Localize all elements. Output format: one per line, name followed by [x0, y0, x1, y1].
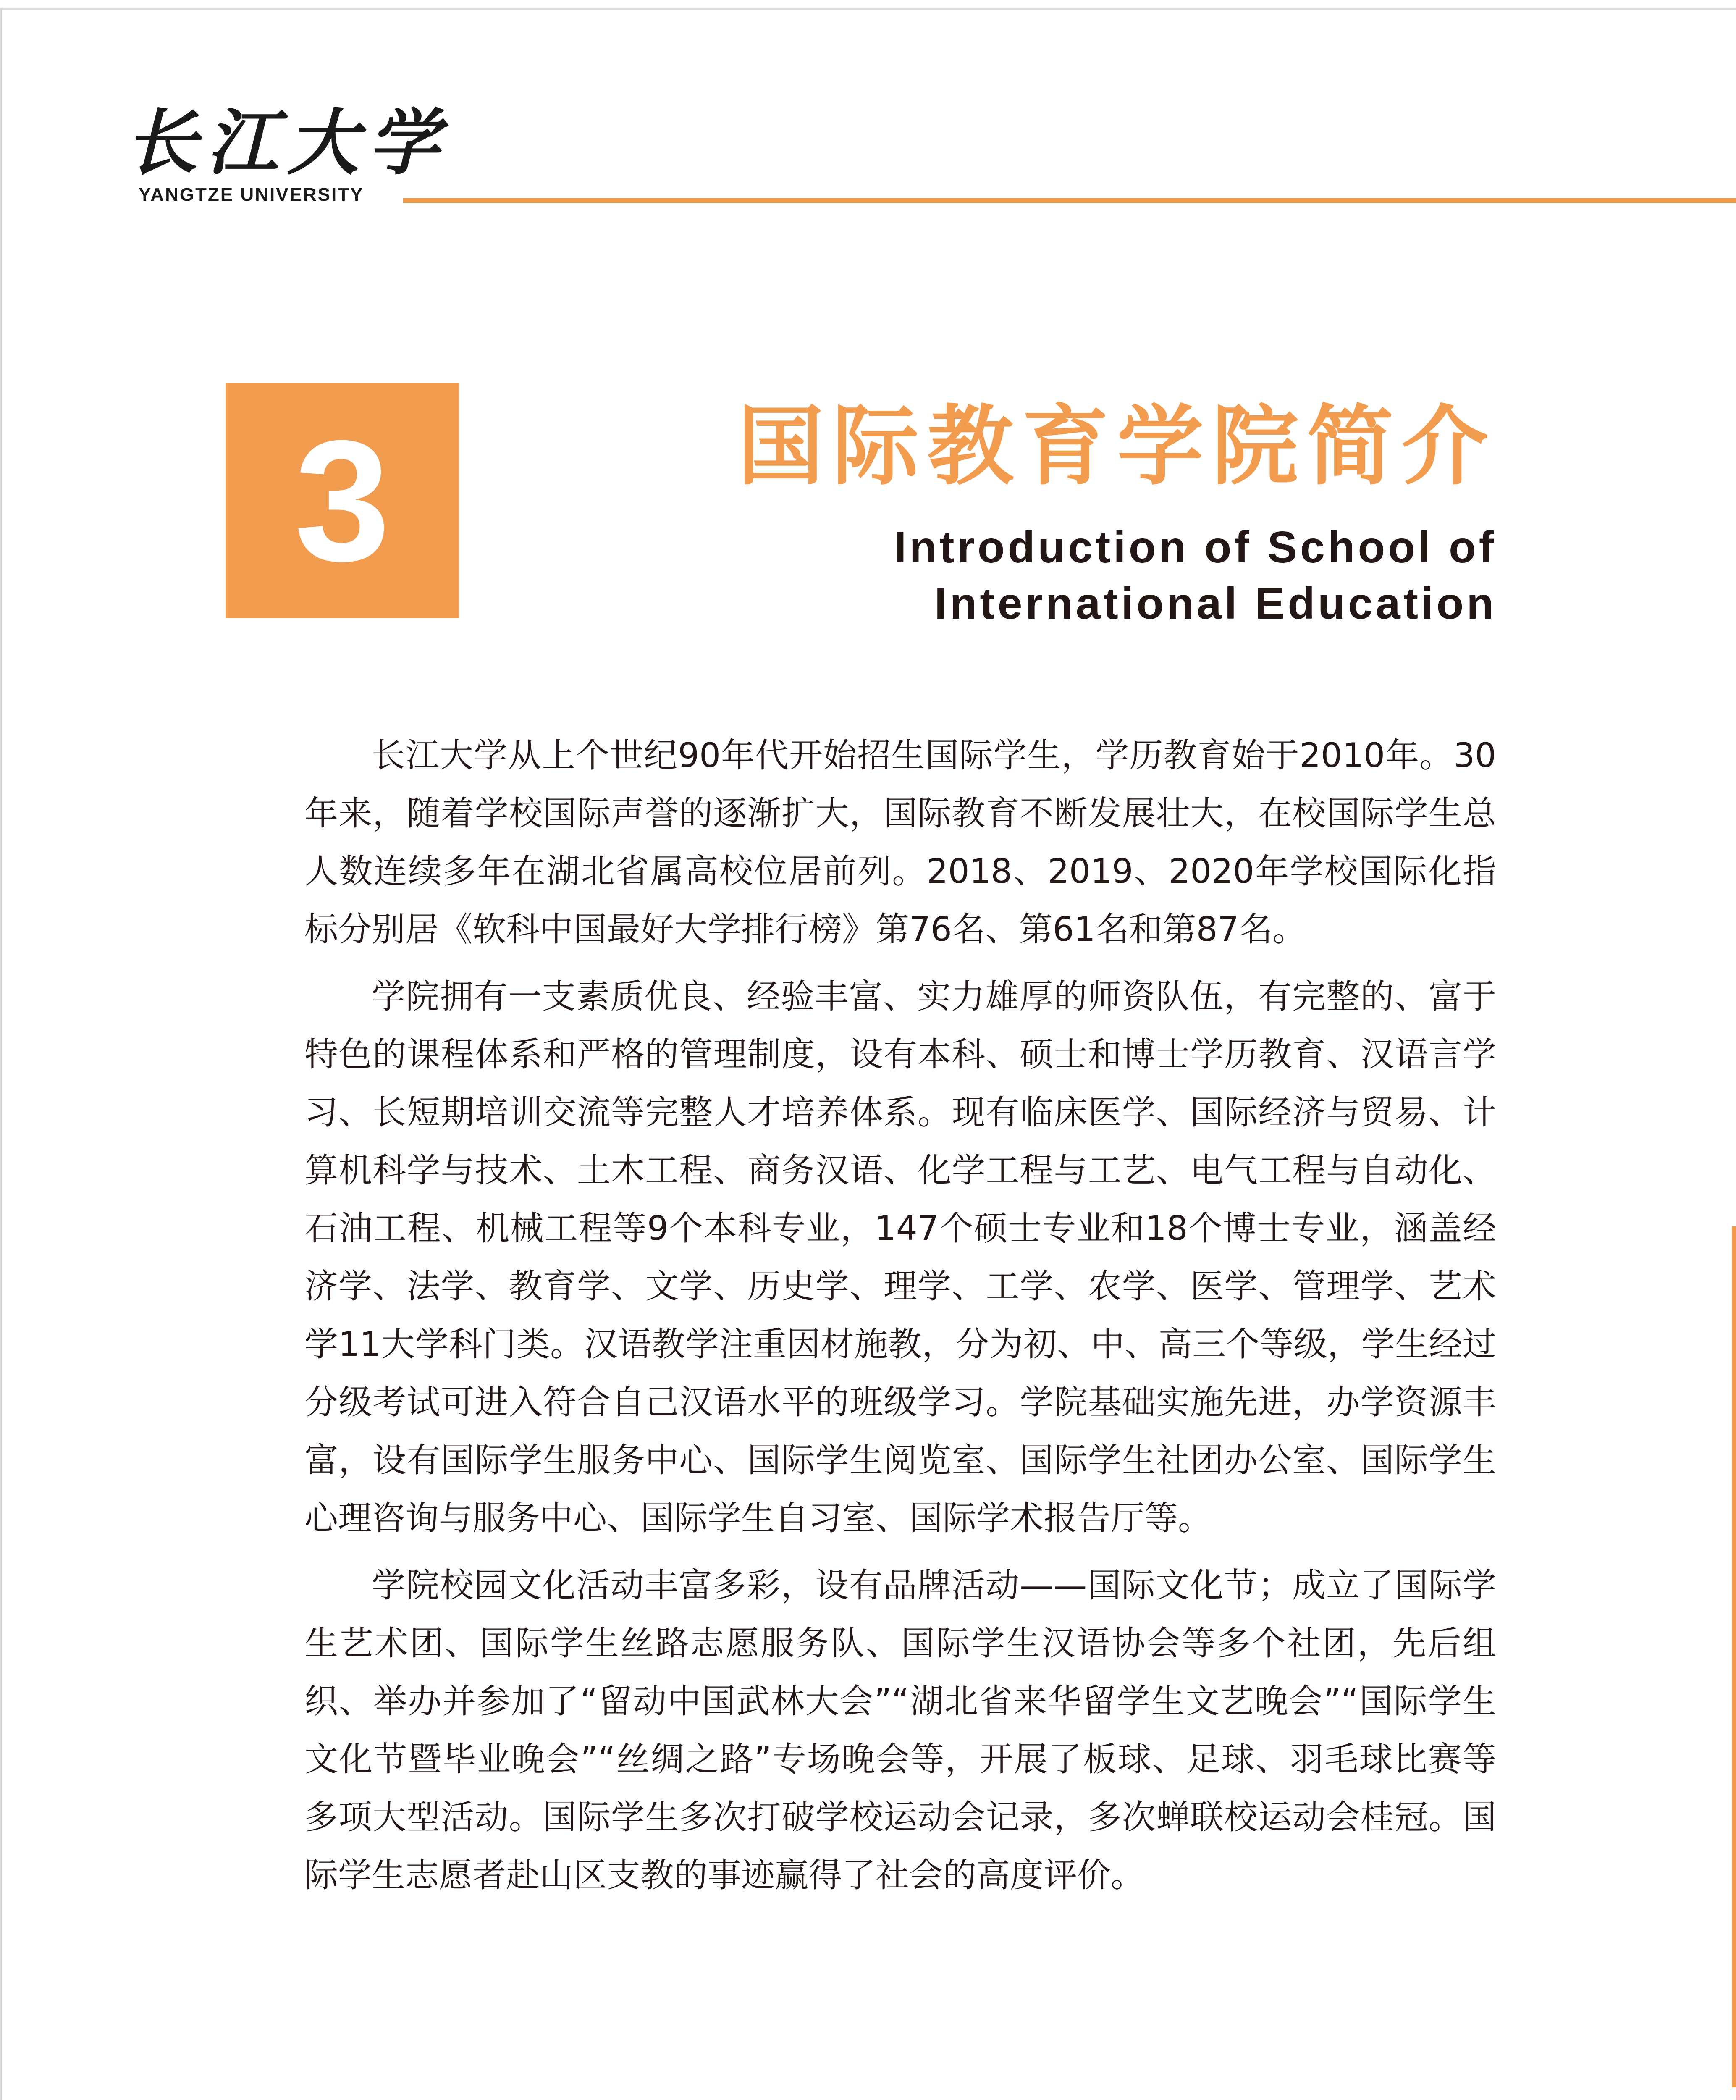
- chapter-title-chinese: 国际教育学院简介: [737, 396, 1497, 497]
- page-edge-tab: [1732, 1226, 1736, 2087]
- paragraph-history: 长江大学从上个世纪90年代开始招生国际学生，学历教育始于2010年。30年来，随着学校国际声誉的逐渐扩大，国际教育不断发展壮大，在校国际学生总人数连续多年在湖北省属高校位居前列。2018、2019、2020年学校国际化指标分别居《软科中国最好大学排行榜》第76名、第61名和第87名。: [304, 736, 1496, 949]
- paragraph-campus-culture: 学院校园文化活动丰富多彩，设有品牌活动——国际文化节；成立了国际学生艺术团、国际学生丝路志愿服务队、国际学生汉语协会等多个社团，先后组织、举办并参加了“留动中国武林大会”“湖北省来华留学生文艺晚会”“国际学生文化节暨毕业晚会”“丝绸之路”专场晚会等，开展了板球、足球、羽毛球比赛等多项大型活动。国际学生多次打破学校运动会记录，多次蝉联校运动会桂冠。国际学生志愿者赴山区支教的事迹赢得了社会的高度评价。: [304, 1566, 1496, 1895]
- chapter-title-english-line2: International Education: [934, 579, 1497, 628]
- university-logo-chinese: 长江大学: [126, 101, 449, 185]
- university-logo-english: YANGTZE UNIVERSITY: [139, 184, 364, 205]
- chapter-number-box: [226, 383, 459, 618]
- header-rule: [403, 198, 1736, 203]
- chapter-title-english-line1: Introduction of School of: [894, 522, 1497, 572]
- body-text: [304, 727, 1496, 1914]
- chapter-number: 3: [294, 404, 391, 597]
- paragraph-programs: 学院拥有一支素质优良、经验丰富、实力雄厚的师资队伍，有完整的、富于特色的课程体系和严格的管理制度，设有本科、硕士和博士学历教育、汉语言学习、长短期培训交流等完整人才培养体系。现有临床医学、国际经济与贸易、计算机科学与技术、土木工程、商务汉语、化学工程与工艺、电气工程与自动化、石油工程、机械工程等9个本科专业，147个硕士专业和18个博士专业，涵盖经济学、法学、教育学、文学、历史学、理学、工学、农学、医学、管理学、艺术学11大学科门类。汉语教学注重因材施教，分为初、中、高三个等级，学生经过分级考试可进入符合自己汉语水平的班级学习。学院基础实施先进，办学资源丰富，设有国际学生服务中心、国际学生阅览室、国际学生社团办公室、国际学生心理咨询与服务中心、国际学生自习室、国际学术报告厅等。: [304, 977, 1496, 1538]
- chapter-title-english: [894, 519, 1497, 632]
